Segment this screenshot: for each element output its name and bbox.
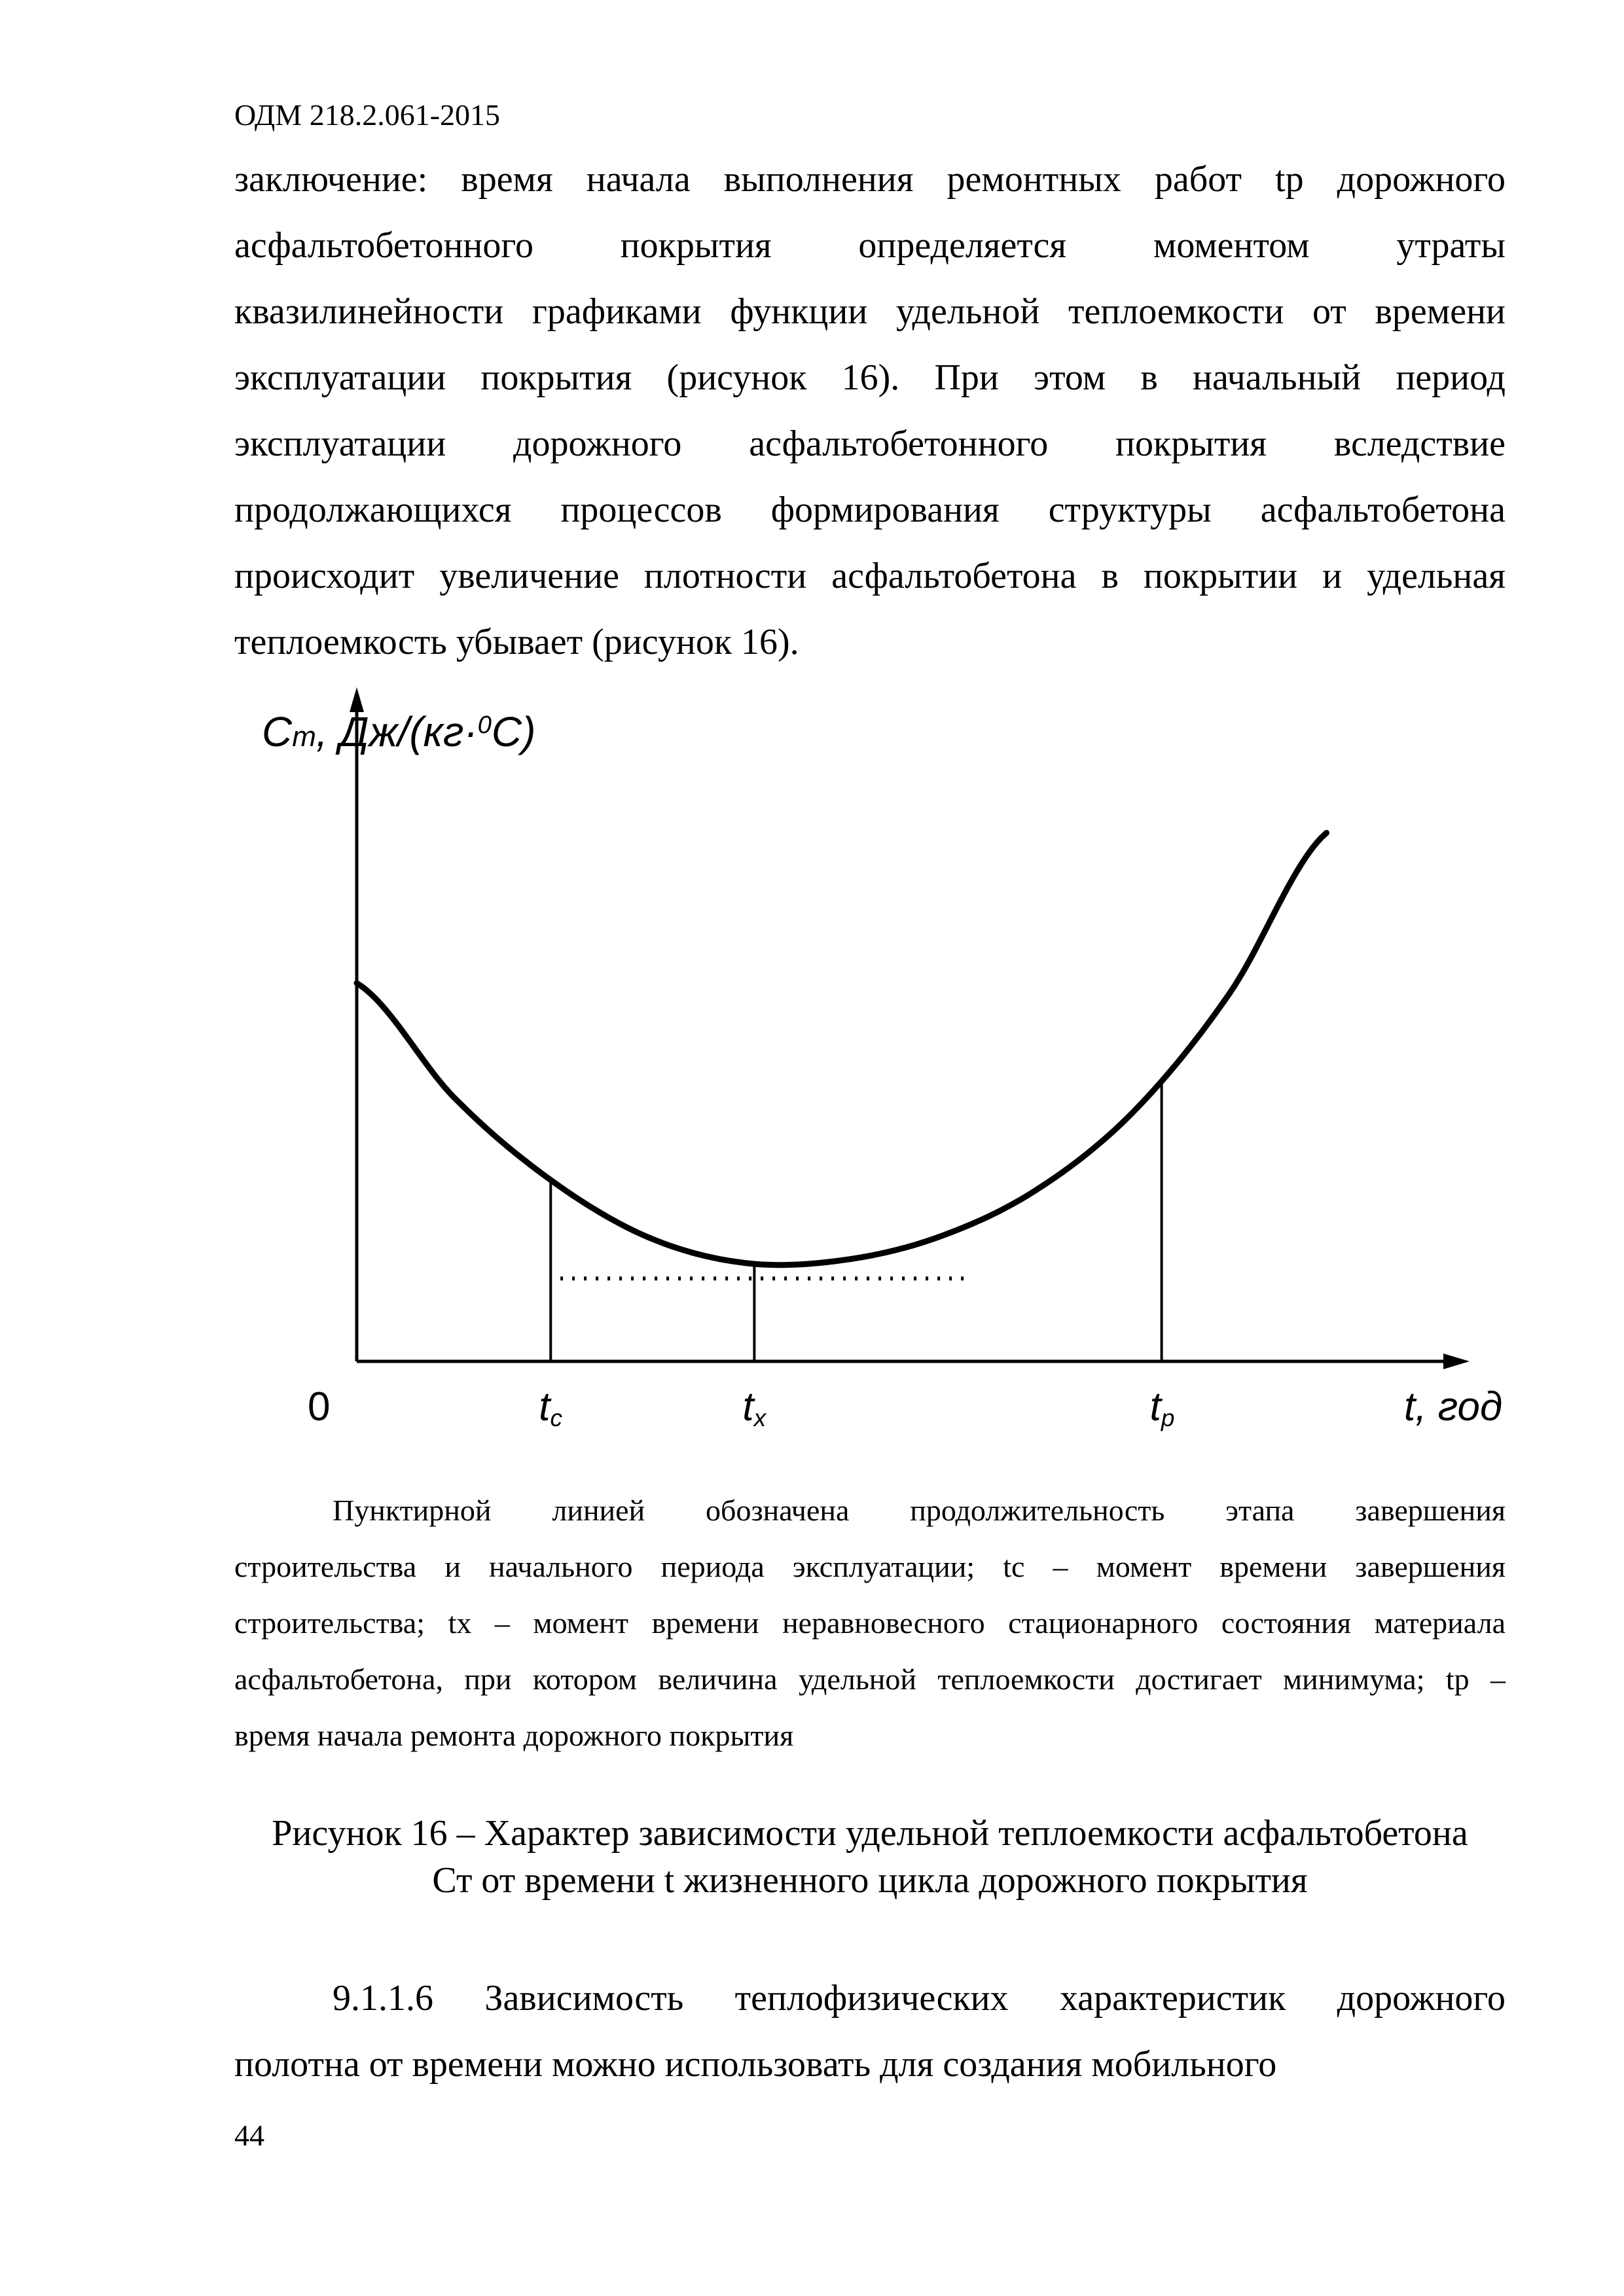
marker-label-2: tр: [1149, 1384, 1175, 1431]
y-axis-label: Cт, Дж/(кг·$^0$С): [262, 708, 536, 755]
paragraph-line: происходит увеличение плотности асфальтобетона в покрытии и удельная: [234, 556, 1506, 596]
body-paragraph-bottom: [234, 1965, 1506, 2098]
page-number: 44: [234, 2119, 264, 2152]
paragraph-line: продолжающихся процессов формирования структуры асфальтобетона: [234, 490, 1506, 530]
x-axis-arrow: [1443, 1354, 1470, 1369]
origin-label: 0: [308, 1384, 331, 1429]
legend-line: Пунктирной линией обозначена продолжительность этапа завершения: [333, 1494, 1506, 1527]
paragraph-line: 9.1.1.6 Зависимость теплофизических характеристик дорожного: [333, 1978, 1506, 2018]
paragraph-line: эксплуатации покрытия (рисунок 16). При этом в начальный период: [234, 357, 1506, 398]
caption-line: Рисунок 16 – Характер зависимости удельной теплоемкости асфальтобетона: [272, 1813, 1468, 1854]
paragraph-line: квазилинейности графиками функции удельной теплоемкости от времени: [234, 291, 1506, 332]
marker-label-0: tс: [539, 1384, 563, 1431]
paragraph-line: асфальтобетонного покрытия определяется моментом утраты: [234, 225, 1506, 266]
paragraph-line: эксплуатации дорожного асфальтобетонного покрытия вследствие: [234, 423, 1506, 464]
paragraph-line: теплоемкость убывает (рисунок 16).: [234, 622, 799, 662]
heat-capacity-chart: [249, 687, 1519, 1446]
paragraph-line: полотна от времени можно использовать для создания мобильного: [234, 2044, 1277, 2085]
body-paragraph-top: [234, 147, 1506, 675]
paragraph-line: заключение: время начала выполнения ремонтных работ tр дорожного: [234, 159, 1506, 200]
heat-capacity-curve: [357, 833, 1327, 1265]
legend-line: асфальтобетона, при котором величина удельной теплоемкости достигает минимума; tр –: [234, 1662, 1506, 1696]
legend-line: время начала ремонта дорожного покрытия: [234, 1719, 794, 1752]
chart-canvas: [249, 687, 1519, 1446]
legend-line: строительства; tх – момент времени неравновесного стационарного состояния материала: [234, 1606, 1506, 1640]
figure-legend: [234, 1482, 1506, 1764]
legend-line: строительства и начального периода эксплуатации; tс – момент времени завершения: [234, 1550, 1506, 1583]
document-code: ОДМ 218.2.061-2015: [234, 98, 501, 132]
x-axis-label: t, год: [1404, 1384, 1503, 1429]
caption-line: Ст от времени t жизненного цикла дорожного покрытия: [432, 1860, 1308, 1901]
figure-caption: [234, 1810, 1506, 1904]
marker-label-1: tх: [742, 1384, 767, 1431]
